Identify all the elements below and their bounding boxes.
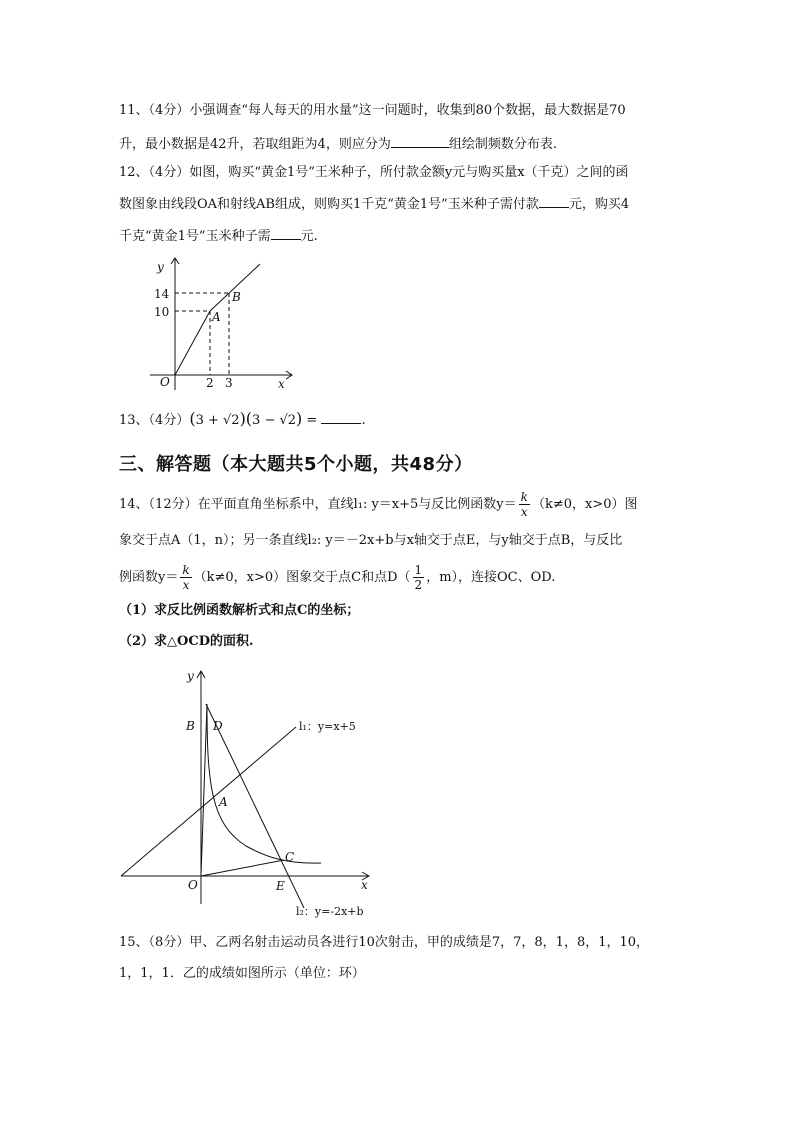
q13-expr-1: 3 + √2 xyxy=(195,413,240,428)
q14-l2-label: l₂：y=-2x+b xyxy=(296,905,364,918)
q13-prefix: 13、（4分） xyxy=(119,413,190,428)
q12-answer-blank-1[interactable] xyxy=(539,193,569,208)
q11-line-2-text: 升，最小数据是42升，若取组距为4，则应分为 xyxy=(119,137,391,152)
q12-line-3 xyxy=(119,225,318,247)
q14-x-label: x xyxy=(361,878,368,892)
q14-point-e-label: E xyxy=(276,879,285,893)
q12-point-b-label: B xyxy=(232,290,241,304)
q14-line-3b: （k≠0，x>0）图象交于点C和点D（ xyxy=(193,570,411,585)
q12-y-tick-10: 10 xyxy=(154,305,170,319)
q12-line-3-text: 千克“黄金1号”玉米种子需 xyxy=(119,229,271,244)
q12-x-tick-2: 2 xyxy=(206,376,214,390)
q12-line-2-end: 元，购买4 xyxy=(568,197,630,212)
q13-line: 13、（4分）(3 + √2)(3 − √2) = . xyxy=(119,409,366,428)
q14-point-c-label: C xyxy=(285,850,295,864)
q12-line-2 xyxy=(119,193,629,215)
q11-answer-blank[interactable] xyxy=(391,133,449,148)
q15-line-1: 15、（8分）甲、乙两名射击运动员各进行10次射击，甲的成绩是7，7，8，1，8，1，10， xyxy=(119,935,650,950)
q12-y-label: y xyxy=(157,260,164,274)
q14-point-d-label: D xyxy=(213,719,223,733)
q14-origin-label: O xyxy=(188,878,198,892)
q14-fraction-half: $\frac{1}{2}$ xyxy=(414,563,423,592)
q14-point-a-label: A xyxy=(219,795,228,809)
q11-line-2-end: 组绘制频数分布表. xyxy=(448,137,557,152)
q11-line-2 xyxy=(119,133,557,155)
q14-line-1b: （k≠0，x>0）图 xyxy=(531,497,638,512)
q12-x-label: x xyxy=(278,377,285,391)
q12-segment-oa xyxy=(175,311,210,375)
q14-line-3c: ，m），连接OC、OD. xyxy=(426,570,556,585)
q12-graph xyxy=(140,254,310,394)
q14-figure xyxy=(116,664,376,924)
q12-point-a-label: A xyxy=(212,310,221,324)
q13-expr-2: 3 − √2 xyxy=(252,413,297,428)
q12-line-1: 12、（4分）如图，购买“黄金1号”王米种子，所付款金额y元与购买量x（千克）之间的函 xyxy=(119,165,629,180)
q15-line-2: 1，1，1．乙的成绩如图所示（单位：环） xyxy=(119,966,365,981)
q14-line-3a: 例函数y＝ xyxy=(119,570,179,585)
q14-l1-label: l₁：y=x+5 xyxy=(299,720,356,733)
q12-origin-label: O xyxy=(160,375,170,389)
q11-line-1: 11、（4分）小强调查“每人每天的用水量”这一问题时，收集到80个数据，最大数据是70 xyxy=(119,103,626,118)
q12-y-tick-14: 14 xyxy=(154,287,170,301)
q14-line-3 xyxy=(119,563,555,592)
q14-line-2: 象交于点A（1，n）；另一条直线l₂: y＝－2x+b与x轴交于点E，与y轴交于点B，与反比 xyxy=(119,533,623,548)
q13-answer-blank[interactable] xyxy=(321,409,361,424)
q13-equals: = xyxy=(306,413,318,428)
q13-end: . xyxy=(361,413,366,428)
q12-x-tick-3: 3 xyxy=(225,376,233,390)
q14-segment-od xyxy=(201,704,207,876)
q14-line-1 xyxy=(119,490,637,519)
q14-line-1a: 14、（12分）在平面直角坐标系中，直线l₁: y＝x+5与反比例函数y＝ xyxy=(119,497,517,512)
q14-point-b-label: B xyxy=(186,719,195,733)
q14-subquestion-1: （1）求反比例函数解析式和点C的坐标； xyxy=(119,603,360,618)
q14-line-l1 xyxy=(121,727,296,876)
q14-segment-oc xyxy=(201,860,284,876)
q12-line-3-end: 元. xyxy=(300,229,318,244)
q14-fraction-k-over-x-2: $\frac{k}{x}$ xyxy=(182,563,190,592)
q14-fraction-k-over-x: $\frac{k}{x}$ xyxy=(520,490,528,519)
q12-answer-blank-2[interactable] xyxy=(271,225,301,240)
q14-subquestion-2: （2）求△OCD的面积. xyxy=(119,634,254,649)
q14-y-label: y xyxy=(187,669,194,683)
section-3-title: 三、解答题（本大题共5个小题，共48分） xyxy=(119,454,473,475)
q12-line-2-text: 数图象由线段OA和射线AB组成，则购买1千克“黄金1号”玉米种子需付款 xyxy=(119,197,539,212)
